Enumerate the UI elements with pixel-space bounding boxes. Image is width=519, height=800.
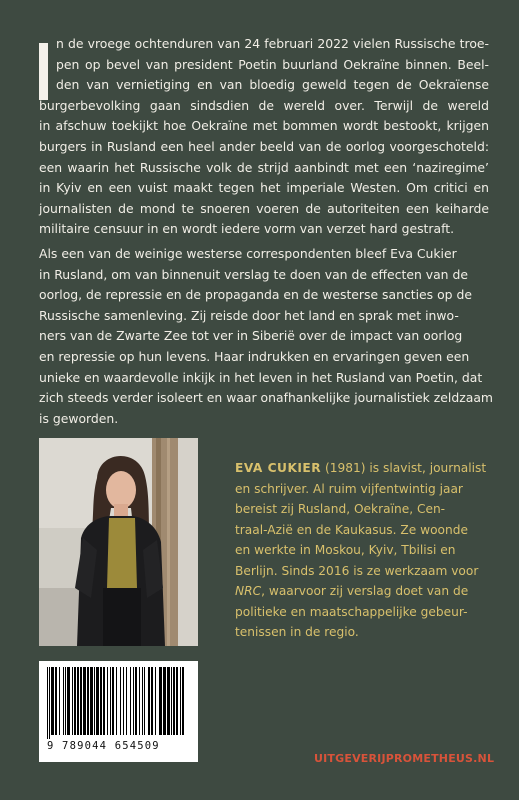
barcode-bar (107, 667, 108, 735)
text-line: den van vernietiging en van bloedig geweld tegen de Oekraïense (56, 77, 489, 93)
barcode-bar (100, 667, 102, 735)
bio-line: Berlijn. Sinds 2016 is ze werkzaam voor (235, 563, 479, 578)
bio-line: traal-Azië en de Kaukasus. Ze woonde (235, 522, 468, 537)
text-line: Russische samenleving. Zij reisde door het land en sprak met inwo- (39, 307, 459, 323)
author-bio (235, 458, 495, 643)
barcode-bar (116, 667, 117, 735)
barcode-bar (167, 667, 170, 735)
barcode-bar (65, 667, 66, 735)
barcode-bar (151, 667, 153, 735)
barcode-bar (126, 667, 127, 735)
bio-line (235, 581, 495, 602)
text-line: in Rusland, om van binnenuit verslag te doen van de effecten van de (39, 266, 468, 282)
barcode-bar (142, 667, 143, 735)
text-line: een waarin het Russische volk de strijd aanbindt met een ‘naziregime’ (39, 159, 489, 175)
barcode-bar (59, 667, 60, 735)
text-line: zich steeds verder isoleert en waar onafhankelijke journalistiek zeldzaam (39, 390, 493, 406)
barcode-bar (148, 667, 150, 735)
newspaper-name: NRC (235, 584, 262, 598)
bio-text: (1981) is slavist, journalist (321, 461, 487, 475)
barcode-bar (87, 667, 89, 735)
barcode-bar (77, 667, 79, 735)
author-photo-illustration (39, 438, 198, 646)
text-line: in Kyiv en een vuist maakt tegen het imperiale Westen. Om critici en (39, 180, 489, 196)
text-line: ners van de Zwarte Zee tot ver in Siberië over de impact van oorlog (39, 328, 463, 344)
barcode-bar (171, 667, 172, 735)
publisher-url[interactable]: UITGEVERIJPROMETHEUS.NL (314, 752, 495, 765)
text-line: en repressie op hun levens. Haar indrukken en ervaringen geven een (39, 348, 470, 364)
text-line: burgers in Rusland een heel ander beeld van de oorlog voorgeschoteld: (39, 138, 489, 154)
barcode-bar (139, 667, 140, 735)
bio-line: bereist zij Rusland, Oekraïne, Cen- (235, 502, 446, 516)
text-line: militaire censuur in en wordt iedere vorm van verzet hard gestraft. (39, 221, 455, 237)
text-line: journalisten de mond te snoeren voeren de autoriteiten een keiharde (39, 200, 489, 216)
text-line: oorlog, de repressie en de propaganda en de westerse sancties op de (39, 287, 472, 303)
barcode-bar (51, 667, 54, 735)
bio-line (235, 458, 495, 479)
bio-line: en schrijver. Al ruim vijfentwintig jaar (235, 481, 463, 496)
barcode-bar (163, 667, 166, 735)
barcode-bar (74, 667, 76, 735)
barcode-bar (49, 667, 50, 739)
author-photo (39, 438, 198, 646)
isbn-number: 9 789044 654509 (47, 740, 160, 752)
bio-line: tenissen in de regio. (235, 625, 359, 639)
barcode-bar (135, 667, 137, 735)
barcode-bar (47, 667, 48, 739)
barcode-bar (55, 667, 57, 735)
barcode-bar (96, 667, 99, 735)
barcode-bar (72, 667, 73, 735)
barcode-bar (130, 667, 131, 735)
barcode-bar (90, 667, 93, 735)
bio-line: en werkte in Moskou, Kyiv, Tbilisi en (235, 543, 456, 557)
barcode-bar (159, 667, 162, 735)
text-line: in afschuw toekijkt hoe Oekraïne met bommen wordt bestookt, krijgen (39, 118, 489, 134)
bio-text: , waarvoor zij verslag doet van de (261, 584, 469, 598)
barcode-bar (120, 667, 121, 735)
barcode-bar (80, 667, 82, 735)
barcode-bar (144, 667, 145, 735)
isbn-barcode (39, 661, 198, 762)
text-line: Als een van de weinige westerse correspondenten bleef Eva Cukier (39, 246, 457, 261)
second-paragraph (39, 244, 493, 429)
barcode-bar (94, 667, 95, 735)
text-line: pen op bevel van president Poetin buurland Oekraïne binnen. Beel- (56, 56, 489, 72)
barcode-bar (67, 667, 70, 735)
barcode-bar (83, 667, 86, 735)
barcode-bar (112, 667, 114, 735)
barcode-bar (63, 667, 64, 735)
barcode-bar (155, 667, 156, 735)
barcode-bar (182, 667, 184, 735)
barcode-bar (133, 667, 134, 735)
text-line: burgerbevolking gaan sindsdien de wereld over. Terwijl de wereld (39, 97, 489, 113)
barcode-bar (176, 667, 178, 735)
text-line: unieke en waardevolle inkijk in het leven in het Rusland van Poetin, dat (39, 369, 483, 385)
text-line: n de vroege ochtenduren van 24 februari 2022 vielen Russische troe- (56, 36, 489, 51)
author-name: EVA CUKIER (235, 461, 322, 475)
bio-line: politieke en maatschappelijke gebeur- (235, 604, 468, 619)
barcode-bar (173, 667, 175, 735)
intro-paragraph (39, 34, 489, 240)
barcode-bar (123, 667, 124, 735)
barcode-bar (180, 667, 181, 735)
barcode-bar (103, 667, 105, 735)
barcode-bar (110, 667, 111, 735)
text-line: is geworden. (39, 410, 119, 426)
